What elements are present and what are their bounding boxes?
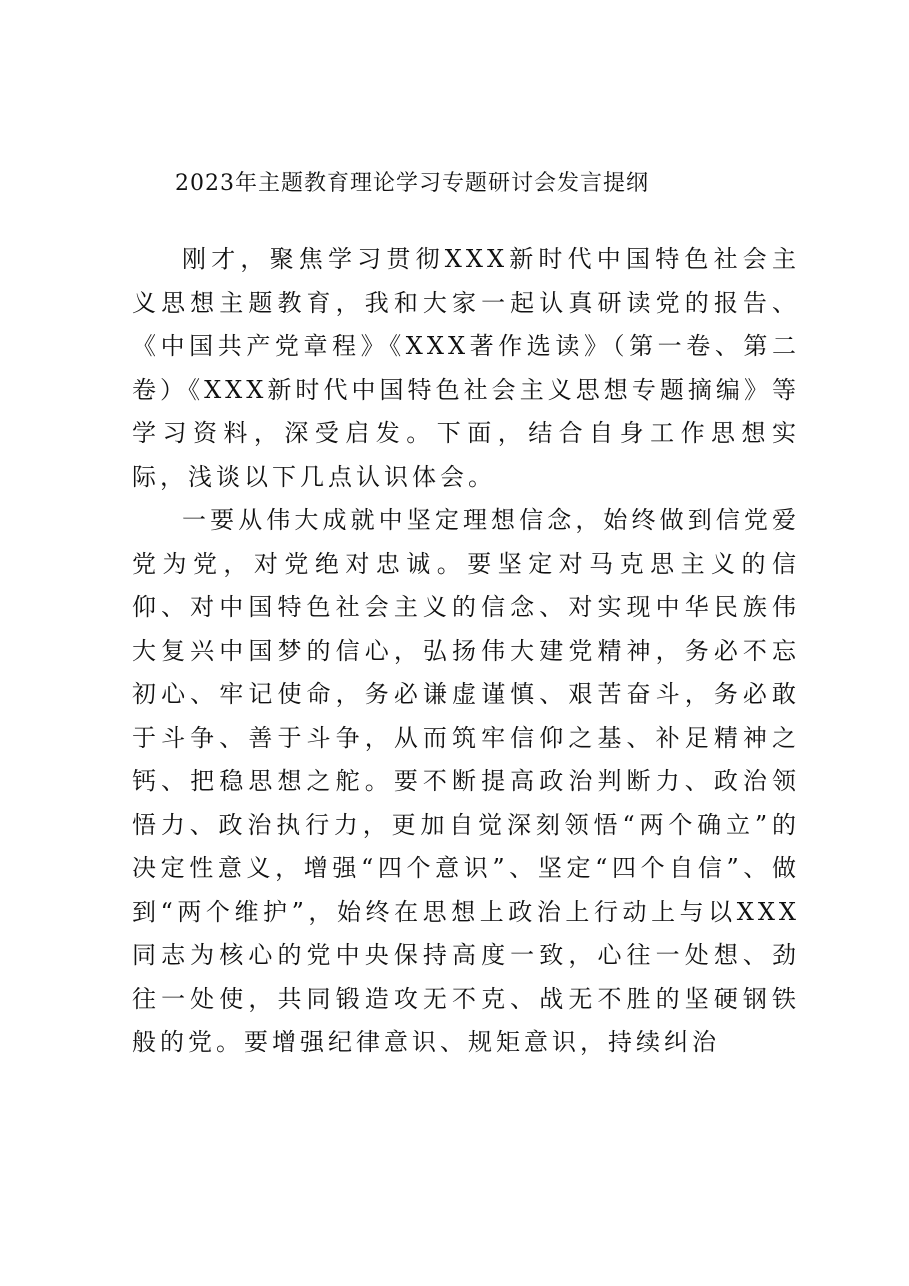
paragraph-intro: 刚才，聚焦学习贯彻XXX新时代中国特色社会主义思想主题教育，我和大家一起认真研读党的报告、《中国共产党章程》《XXX著作选读》（第一卷、第二卷）《XXX新时代中国特色社会主义思想专题摘编》等学习资料，深受启发。下面，结合自身工作思想实际，浅谈以下几点认识体会。 xyxy=(132,245,800,491)
document-body xyxy=(132,238,800,1065)
paragraph-point-one: 一要从伟大成就中坚定理想信念，始终做到信党爱党为党，对党绝对忠诚。要坚定对马克思主义的信仰、对中国特色社会主义的信念、对实现中华民族伟大复兴中国梦的信心，弘扬伟大建党精神，务必不忘初心、牢记使命，务必谦虚谨慎、艰苦奋斗，务必敢于斗争、善于斗争，从而筑牢信仰之基、补足精神之钙、把稳思想之舵。要不断提高政治判断力、政治领悟力、政治执行力，更加自觉深刻领悟“两个确立”的决定性意义，增强“四个意识”、坚定“四个自信”、做到“两个维护”，始终在思想上政治上行动上与以XXX同志为核心的党中央保持高度一致，心往一处想、劲往一处使，共同锻造攻无不克、战无不胜的坚硬钢铁般的党。要增强纪律意识、规矩意识，持续纠治 xyxy=(132,506,800,1056)
document-title: 2023年主题教育理论学习专题研讨会发言提纲 xyxy=(175,171,649,196)
